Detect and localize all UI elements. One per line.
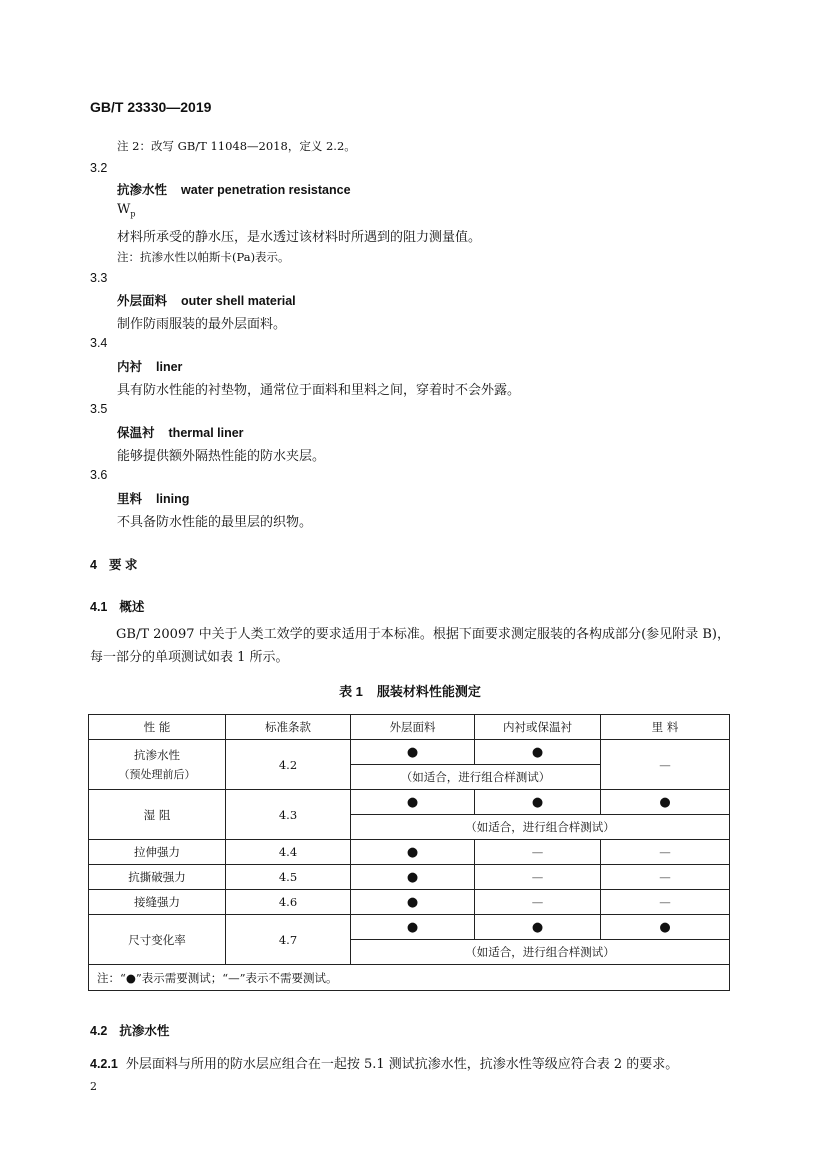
property-cell: 湿 阻 — [89, 790, 226, 840]
header-lining: 里 料 — [601, 715, 730, 740]
table-row — [89, 840, 730, 865]
term-en: lining — [156, 492, 190, 506]
clause-cell: 4.3 — [226, 790, 351, 840]
section-4-2-heading — [90, 1021, 169, 1039]
clause-cell: 4.2 — [226, 740, 351, 790]
term-en: liner — [156, 360, 183, 374]
header-liner: 内衬或保温衬 — [475, 715, 601, 740]
combo-note: （如适合，进行组合样测试） — [351, 940, 730, 965]
term-symbol — [117, 202, 136, 219]
lining-mark: — — [601, 840, 730, 865]
term-en: thermal liner — [168, 426, 244, 440]
term-number-3-3: 3.3 — [90, 271, 108, 285]
term-zh: 内衬 — [117, 360, 143, 374]
term-heading-thermal-liner — [117, 423, 244, 441]
section-title: 概述 — [119, 600, 145, 614]
table-row — [89, 915, 730, 940]
section-4-2-1 — [90, 1053, 678, 1072]
liner-mark: — — [475, 840, 601, 865]
outer-mark: ● — [351, 865, 475, 890]
property-cell: 接缝强力 — [89, 890, 226, 915]
section-title: 要 求 — [108, 558, 138, 572]
clause-number: 4.2.1 — [90, 1057, 118, 1071]
section-number: 4 — [90, 558, 97, 572]
liner-mark: ● — [475, 790, 601, 815]
section-4-1-heading — [90, 597, 144, 615]
table-row — [89, 790, 730, 815]
term-definition: 制作防雨服装的最外层面料。 — [117, 317, 287, 332]
lining-mark: — — [601, 890, 730, 915]
property-cell: 尺寸变化率 — [89, 915, 226, 965]
term-heading-outer-shell — [117, 291, 296, 309]
outer-mark: ● — [351, 890, 475, 915]
outer-mark: ● — [351, 915, 475, 940]
outer-mark: ● — [351, 790, 475, 815]
section-number: 4.1 — [90, 600, 108, 614]
term-definition: 能够提供额外隔热性能的防水夹层。 — [117, 449, 326, 464]
liner-mark: ● — [475, 740, 601, 765]
term-definition: 不具备防水性能的最里层的织物。 — [117, 515, 313, 530]
term-en: outer shell material — [181, 294, 296, 308]
page-number: 2 — [90, 1080, 97, 1093]
term-heading-lining — [117, 489, 189, 507]
table-1 — [88, 714, 730, 991]
table-row — [89, 740, 730, 765]
term-definition: 材料所承受的静水压，是水透过该材料时所遇到的阻力测量值。 — [117, 230, 482, 245]
property-name: 抗渗水性 — [134, 747, 180, 762]
term-heading-water-penetration — [117, 180, 351, 198]
header-outer: 外层面料 — [351, 715, 475, 740]
table-note: 注：“●”表示需要测试；“—”表示不需要测试。 — [89, 965, 730, 991]
clause-text: 外层面料与所用的防水层应组合在一起按 5.1 测试抗渗水性，抗渗水性等级应符合表 2 的要求。 — [125, 1057, 679, 1072]
note-2: 注 2：改写 GB/T 11048—2018，定义 2.2。 — [117, 139, 356, 153]
table-1-caption — [90, 681, 730, 700]
header-property: 性 能 — [89, 715, 226, 740]
symbol-sub: p — [130, 209, 136, 219]
lining-mark: ● — [601, 790, 730, 815]
combo-note: （如适合，进行组合样测试） — [351, 815, 730, 840]
term-number-3-4: 3.4 — [90, 336, 108, 350]
clause-cell: 4.5 — [226, 865, 351, 890]
term-note: 注：抗渗水性以帕斯卡(Pa)表示。 — [117, 250, 290, 264]
term-number-3-2: 3.2 — [90, 161, 108, 175]
section-number: 4.2 — [90, 1024, 108, 1038]
table-row — [89, 865, 730, 890]
property-cell — [89, 740, 226, 790]
combo-note: （如适合，进行组合样测试） — [351, 765, 601, 790]
section-4-heading — [90, 555, 137, 573]
property-sub: （预处理前后） — [118, 767, 196, 781]
liner-mark: — — [475, 890, 601, 915]
clause-cell: 4.7 — [226, 915, 351, 965]
header-clause: 标准条款 — [226, 715, 351, 740]
lining-mark: ● — [601, 915, 730, 940]
clause-cell: 4.6 — [226, 890, 351, 915]
lining-mark: — — [601, 740, 730, 790]
liner-mark: — — [475, 865, 601, 890]
term-number-3-6: 3.6 — [90, 468, 108, 482]
table-row — [89, 890, 730, 915]
outer-mark: ● — [351, 840, 475, 865]
table-number: 表 1 — [339, 684, 363, 699]
table-header-row — [89, 715, 730, 740]
term-en: water penetration resistance — [181, 183, 351, 197]
term-zh: 保温衬 — [117, 426, 155, 440]
property-cell: 拉伸强力 — [89, 840, 226, 865]
table-note-row — [89, 965, 730, 991]
liner-mark: ● — [475, 915, 601, 940]
term-heading-liner — [117, 357, 182, 375]
property-cell: 抗撕破强力 — [89, 865, 226, 890]
outer-mark: ● — [351, 740, 475, 765]
clause-cell: 4.4 — [226, 840, 351, 865]
section-4-1-paragraph: GB/T 20097 中关于人类工效学的要求适用于本标准。根据下面要求测定服装的各构成部分(参见附录 B)，每一部分的单项测试如表 1 所示。 — [90, 627, 730, 665]
symbol-main: W — [117, 202, 131, 217]
term-zh: 里料 — [117, 492, 143, 506]
lining-mark: — — [601, 865, 730, 890]
table-title: 服装材料性能测定 — [376, 684, 481, 699]
section-title: 抗渗水性 — [119, 1024, 170, 1038]
term-zh: 抗渗水性 — [117, 183, 168, 197]
term-number-3-5: 3.5 — [90, 402, 108, 416]
standard-number: GB/T 23330—2019 — [90, 99, 212, 115]
term-definition: 具有防水性能的衬垫物，通常位于面料和里料之间，穿着时不会外露。 — [117, 383, 521, 398]
term-zh: 外层面料 — [117, 294, 168, 308]
